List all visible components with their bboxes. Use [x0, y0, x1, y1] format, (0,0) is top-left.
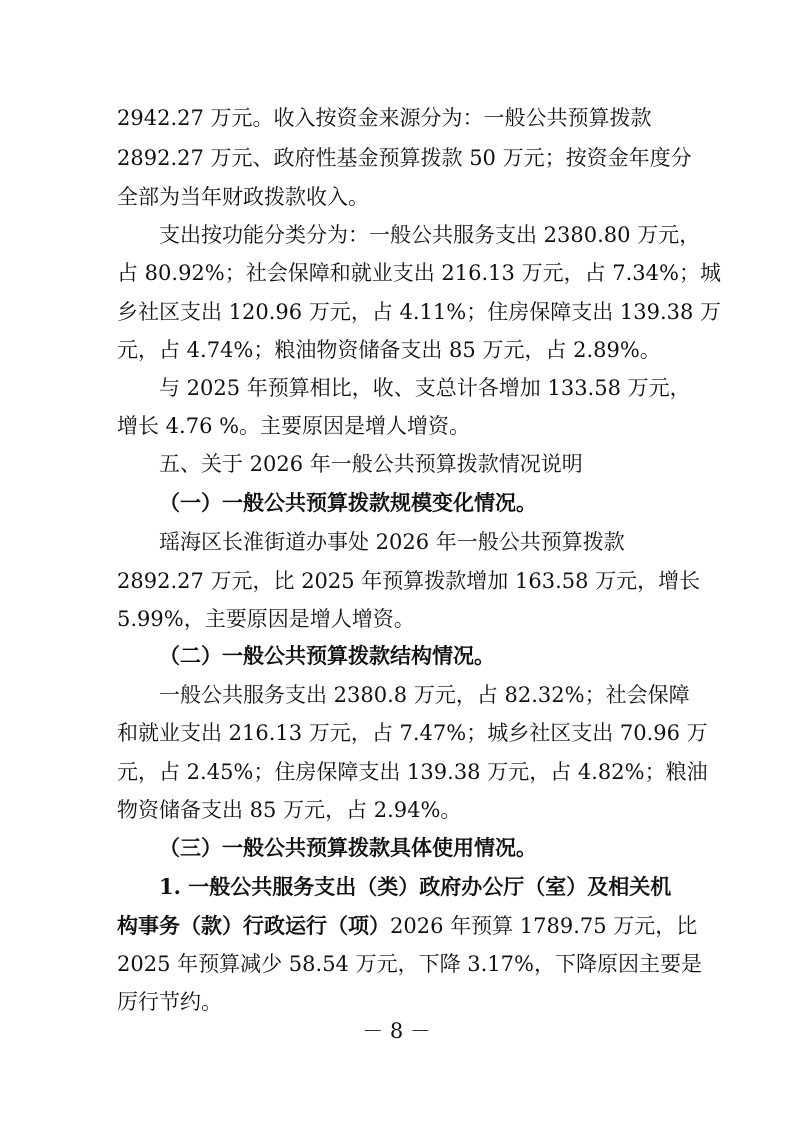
paragraph-line: 元，占 2.45%；住房保障支出 139.38 万元，占 4.82%；粮油: [117, 760, 708, 784]
paragraph-line: 全部为当年财政拨款收入。: [117, 185, 369, 209]
paragraph-line: 物资储备支出 85 万元，占 2.94%。: [117, 798, 462, 822]
paragraph-line: 占 80.92%；社会保障和就业支出 216.13 万元，占 7.34%；城: [117, 261, 721, 285]
paragraph-line: 支出按功能分类分为：一般公共服务支出 2380.80 万元，: [159, 223, 701, 247]
paragraph-line: 元，占 4.74%；粮油物资储备支出 85 万元，占 2.89%。: [117, 338, 661, 362]
subsection-heading: （三）一般公共预算拨款具体使用情况。: [159, 835, 537, 860]
paragraph-line: 和就业支出 216.13 万元，占 7.47%；城乡社区支出 70.96 万: [117, 721, 708, 745]
text-line: 2942.27 万元。收入按资金来源分为：一般公共预算拨款: [117, 106, 652, 130]
text-segment: 2026 年预算 1789.75 万元，比: [390, 914, 698, 938]
paragraph-line: 乡社区支出 120.96 万元，占 4.11%；住房保障支出 139.38 万: [117, 300, 722, 324]
paragraph-line: 5.99%，主要原因是增人增资。: [117, 607, 415, 631]
subsection-heading: （一）一般公共预算拨款规模变化情况。: [159, 490, 537, 515]
paragraph-line: 2892.27 万元，比 2025 年预算拨款增加 163.58 万元，增长: [117, 569, 701, 593]
section-heading: 五、关于 2026 年一般公共预算拨款情况说明: [159, 452, 583, 476]
paragraph-line: [117, 911, 697, 941]
paragraph-line: 厉行节约。: [117, 990, 222, 1014]
subsection-heading: （二）一般公共预算拨款结构情况。: [159, 643, 495, 668]
paragraph-line: 与 2025 年预算相比，收、支总计各增加 133.58 万元，: [159, 376, 691, 400]
paragraph-line: 2892.27 万元、政府性基金预算拨款 50 万元；按资金年度分: [117, 146, 692, 170]
page-number: － 8 －: [362, 1019, 431, 1043]
paragraph-line: 瑶海区长淮街道办事处 2026 年一般公共预算拨款: [159, 530, 625, 554]
item-heading: 1. 一般公共服务支出（类）政府办公厅（室）及相关机: [159, 874, 672, 899]
paragraph-line: 一般公共服务支出 2380.8 万元，占 82.32%；社会保障: [159, 683, 690, 707]
paragraph-line: [117, 103, 673, 133]
paragraph-line: 增长 4.76 %。主要原因是增人增资。: [117, 414, 471, 438]
item-heading-continued: 构事务（款）行政运行（项）: [117, 913, 390, 938]
paragraph-line: 2025 年预算减少 58.54 万元，下降 3.17%，下降原因主要是: [117, 952, 702, 976]
